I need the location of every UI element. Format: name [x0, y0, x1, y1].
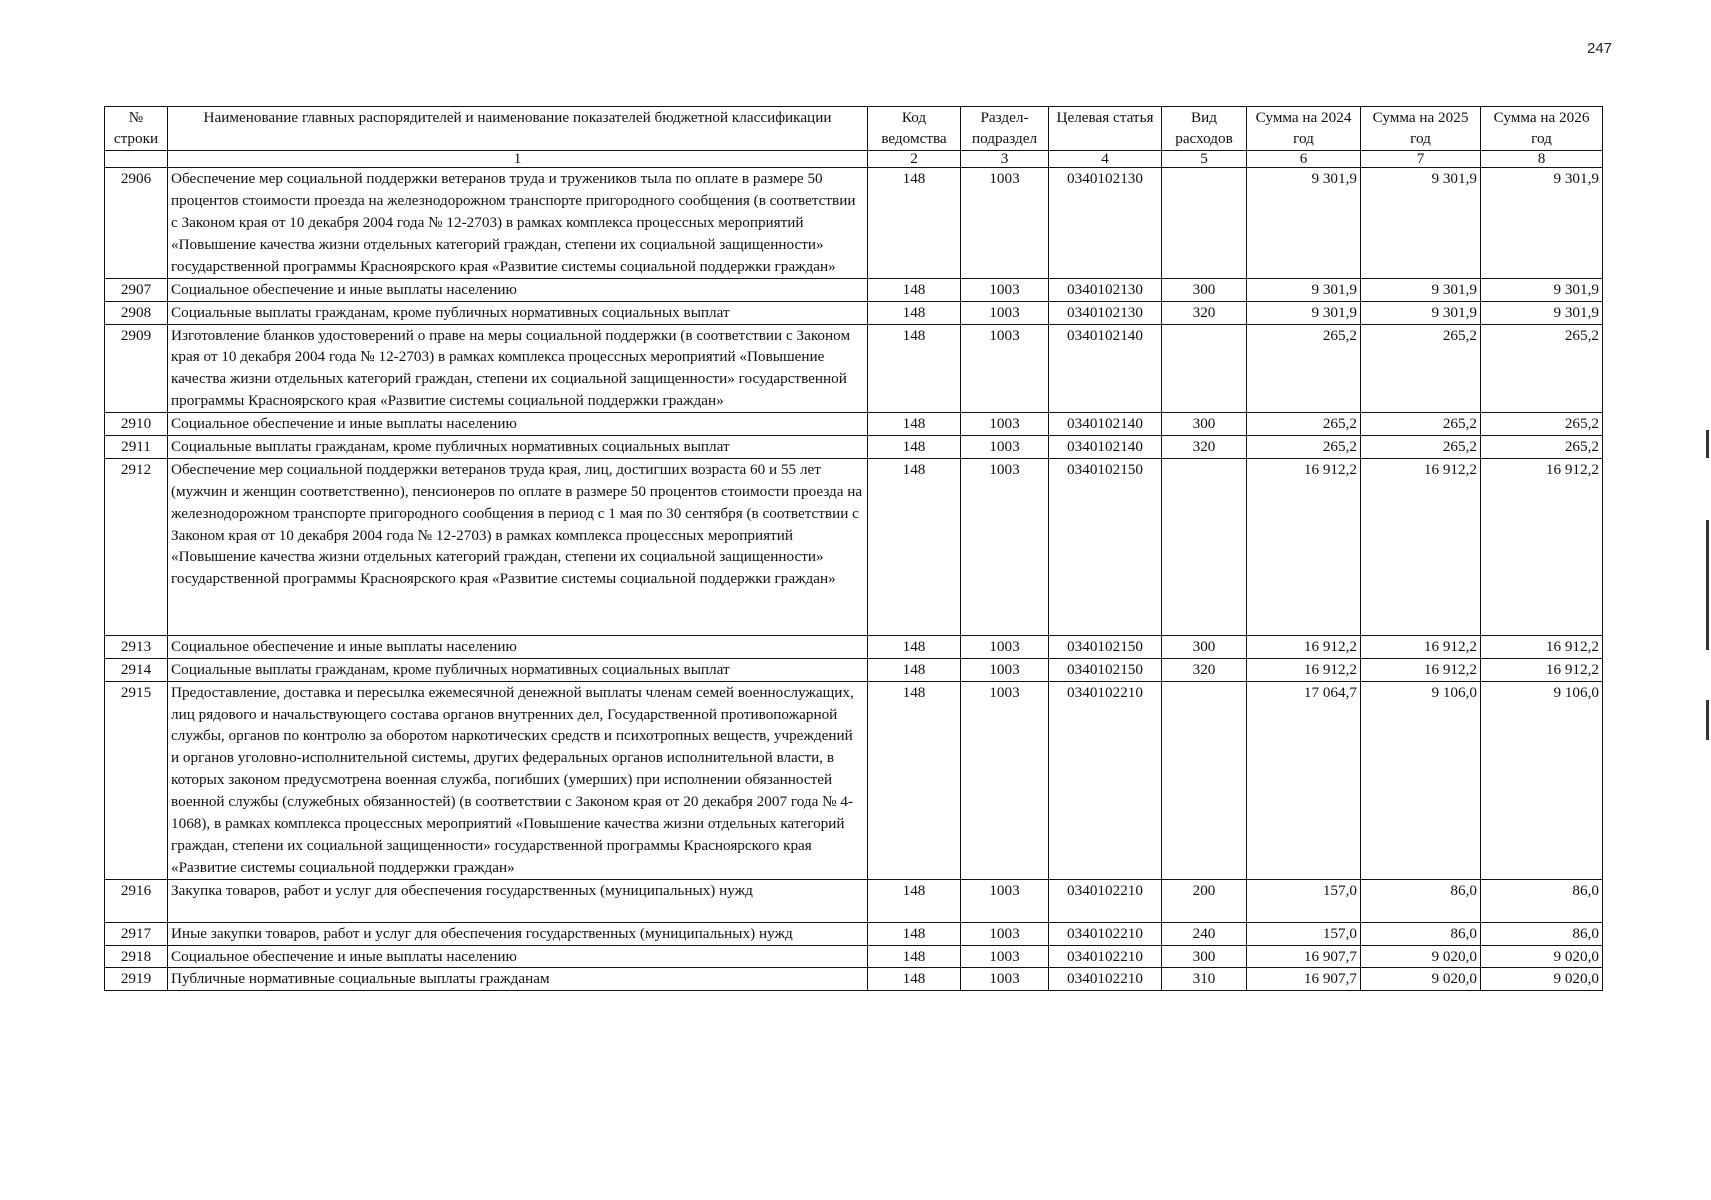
expense-type-cell: 320	[1162, 435, 1247, 458]
sum-2026-cell: 16 912,2	[1481, 458, 1603, 635]
column-index-cell	[105, 150, 168, 168]
expense-type-cell: 310	[1162, 968, 1247, 991]
row-name-cell: Социальное обеспечение и иные выплаты населению	[168, 945, 868, 968]
sum-2025-cell: 265,2	[1361, 413, 1481, 436]
sum-2026-cell: 9 301,9	[1481, 278, 1603, 301]
section-cell: 1003	[961, 879, 1049, 922]
table-row	[105, 968, 1603, 991]
column-index-cell: 3	[961, 150, 1049, 168]
expense-type-cell: 200	[1162, 879, 1247, 922]
department-code-cell: 148	[868, 458, 961, 635]
section-cell: 1003	[961, 945, 1049, 968]
target-item-cell: 0340102130	[1049, 301, 1162, 324]
sum-2024-cell: 16 907,7	[1247, 945, 1361, 968]
row-name-cell: Социальное обеспечение и иные выплаты населению	[168, 635, 868, 658]
sum-2024-cell: 16 912,2	[1247, 635, 1361, 658]
table-row	[105, 635, 1603, 658]
sum-2025-cell: 16 912,2	[1361, 635, 1481, 658]
sum-2026-cell: 16 912,2	[1481, 658, 1603, 681]
section-cell: 1003	[961, 658, 1049, 681]
target-item-cell: 0340102210	[1049, 879, 1162, 922]
department-code-cell: 148	[868, 168, 961, 278]
sum-2026-cell: 16 912,2	[1481, 635, 1603, 658]
section-cell: 1003	[961, 324, 1049, 413]
department-code-cell: 148	[868, 968, 961, 991]
table-row	[105, 458, 1603, 635]
department-code-cell: 148	[868, 278, 961, 301]
department-code-cell: 148	[868, 413, 961, 436]
column-index-cell: 8	[1481, 150, 1603, 168]
sum-2026-cell: 265,2	[1481, 413, 1603, 436]
target-item-cell: 0340102150	[1049, 635, 1162, 658]
row-name-cell: Публичные нормативные социальные выплаты гражданам	[168, 968, 868, 991]
expense-type-cell: 300	[1162, 635, 1247, 658]
target-item-cell: 0340102210	[1049, 968, 1162, 991]
sum-2024-cell: 265,2	[1247, 413, 1361, 436]
section-cell: 1003	[961, 635, 1049, 658]
header-cell-sum-2025: Сумма на 2025 год	[1361, 107, 1481, 151]
scan-edge-mark	[1706, 430, 1709, 458]
department-code-cell: 148	[868, 324, 961, 413]
expense-type-cell	[1162, 458, 1247, 635]
row-number-cell: 2915	[105, 681, 168, 879]
row-number-cell: 2912	[105, 458, 168, 635]
scan-edge-mark	[1706, 700, 1709, 740]
target-item-cell: 0340102150	[1049, 458, 1162, 635]
sum-2024-cell: 157,0	[1247, 922, 1361, 945]
expense-type-cell: 320	[1162, 658, 1247, 681]
sum-2025-cell: 16 912,2	[1361, 658, 1481, 681]
sum-2025-cell: 9 301,9	[1361, 168, 1481, 278]
expense-type-cell: 300	[1162, 278, 1247, 301]
expense-type-cell	[1162, 681, 1247, 879]
header-cell-expense-type: Вид расходов	[1162, 107, 1247, 151]
sum-2025-cell: 9 301,9	[1361, 278, 1481, 301]
row-name-cell: Социальные выплаты гражданам, кроме публичных нормативных социальных выплат	[168, 658, 868, 681]
section-cell: 1003	[961, 681, 1049, 879]
target-item-cell: 0340102210	[1049, 922, 1162, 945]
column-index-row	[105, 150, 1603, 168]
table-row	[105, 324, 1603, 413]
table-row	[105, 945, 1603, 968]
header-cell-sum-2024: Сумма на 2024 год	[1247, 107, 1361, 151]
header-row	[105, 107, 1603, 151]
expense-type-cell: 240	[1162, 922, 1247, 945]
target-item-cell: 0340102140	[1049, 324, 1162, 413]
section-cell: 1003	[961, 168, 1049, 278]
target-item-cell: 0340102150	[1049, 658, 1162, 681]
table-row	[105, 879, 1603, 922]
row-number-cell: 2919	[105, 968, 168, 991]
sum-2024-cell: 157,0	[1247, 879, 1361, 922]
target-item-cell: 0340102210	[1049, 945, 1162, 968]
column-index-cell: 4	[1049, 150, 1162, 168]
row-name-cell: Социальное обеспечение и иные выплаты населению	[168, 413, 868, 436]
header-cell-section: Раздел-подраздел	[961, 107, 1049, 151]
table-body	[105, 168, 1603, 991]
row-number-cell: 2910	[105, 413, 168, 436]
row-number-cell: 2906	[105, 168, 168, 278]
expense-type-cell: 300	[1162, 945, 1247, 968]
sum-2024-cell: 265,2	[1247, 324, 1361, 413]
header-cell-name: Наименование главных распорядителей и наименование показателей бюджетной классификации	[168, 107, 868, 151]
row-number-cell: 2911	[105, 435, 168, 458]
expense-type-cell: 320	[1162, 301, 1247, 324]
sum-2025-cell: 9 020,0	[1361, 945, 1481, 968]
department-code-cell: 148	[868, 681, 961, 879]
sum-2026-cell: 86,0	[1481, 922, 1603, 945]
row-number-cell: 2918	[105, 945, 168, 968]
sum-2026-cell: 9 020,0	[1481, 945, 1603, 968]
row-name-cell: Изготовление бланков удостоверений о праве на меры социальной поддержки (в соответствии с Законом края от 10 декабря 2004 года № 12-2703) в рамках комплекса процессных мероприятий «Повышение качества жизни отдельных категорий граждан, степени их социальной защищенности» государственной программы Красноярского края «Развитие системы социальной поддержки граждан»	[168, 324, 868, 413]
sum-2024-cell: 9 301,9	[1247, 168, 1361, 278]
section-cell: 1003	[961, 301, 1049, 324]
sum-2026-cell: 9 106,0	[1481, 681, 1603, 879]
column-index-cell: 1	[168, 150, 868, 168]
section-cell: 1003	[961, 458, 1049, 635]
sum-2024-cell: 16 912,2	[1247, 658, 1361, 681]
sum-2025-cell: 86,0	[1361, 922, 1481, 945]
row-number-cell: 2916	[105, 879, 168, 922]
budget-table	[104, 106, 1603, 991]
target-item-cell: 0340102130	[1049, 278, 1162, 301]
department-code-cell: 148	[868, 658, 961, 681]
sum-2025-cell: 265,2	[1361, 435, 1481, 458]
row-number-cell: 2917	[105, 922, 168, 945]
row-number-cell: 2913	[105, 635, 168, 658]
row-number-cell: 2908	[105, 301, 168, 324]
sum-2026-cell: 265,2	[1481, 324, 1603, 413]
sum-2024-cell: 16 907,7	[1247, 968, 1361, 991]
sum-2025-cell: 16 912,2	[1361, 458, 1481, 635]
row-name-cell: Предоставление, доставка и пересылка ежемесячной денежной выплаты членам семей военнослужащих, лиц рядового и начальствующего состава органов внутренних дел, Государственной противопожарной службы, органов по контролю за оборотом наркотических средств и психотропных веществ, учреждений и органов уголовно-исполнительной системы, других федеральных органов исполнительной власти, в которых законом предусмотрена военная служба, погибших (умерших) при исполнении обязанностей военной службы (служебных обязанностей) (в соответствии с Законом края от 20 декабря 2007 года № 4-1068), в рамках комплекса процессных мероприятий «Повышение качества жизни отдельных категорий граждан, степени их социальной защищенности» государственной программы Красноярского края «Развитие системы социальной поддержки граждан»	[168, 681, 868, 879]
section-cell: 1003	[961, 968, 1049, 991]
department-code-cell: 148	[868, 301, 961, 324]
table-row	[105, 168, 1603, 278]
table-row	[105, 658, 1603, 681]
column-index-cell: 5	[1162, 150, 1247, 168]
table-row	[105, 278, 1603, 301]
section-cell: 1003	[961, 922, 1049, 945]
sum-2025-cell: 9 106,0	[1361, 681, 1481, 879]
sum-2026-cell: 86,0	[1481, 879, 1603, 922]
sum-2026-cell: 265,2	[1481, 435, 1603, 458]
column-index-cell: 2	[868, 150, 961, 168]
sum-2026-cell: 9 301,9	[1481, 168, 1603, 278]
table-row	[105, 435, 1603, 458]
department-code-cell: 148	[868, 435, 961, 458]
header-cell-row-number: № строки	[105, 107, 168, 151]
page-number: 247	[1587, 40, 1613, 57]
table-row	[105, 922, 1603, 945]
row-number-cell: 2914	[105, 658, 168, 681]
sum-2026-cell: 9 301,9	[1481, 301, 1603, 324]
sum-2024-cell: 9 301,9	[1247, 301, 1361, 324]
sum-2025-cell: 9 020,0	[1361, 968, 1481, 991]
sum-2024-cell: 265,2	[1247, 435, 1361, 458]
row-name-cell: Иные закупки товаров, работ и услуг для обеспечения государственных (муниципальных) нужд	[168, 922, 868, 945]
department-code-cell: 148	[868, 879, 961, 922]
sum-2024-cell: 16 912,2	[1247, 458, 1361, 635]
table-row	[105, 301, 1603, 324]
expense-type-cell: 300	[1162, 413, 1247, 436]
row-name-cell: Социальное обеспечение и иные выплаты населению	[168, 278, 868, 301]
scan-edge-mark	[1706, 520, 1709, 650]
row-name-cell: Социальные выплаты гражданам, кроме публичных нормативных социальных выплат	[168, 435, 868, 458]
expense-type-cell	[1162, 168, 1247, 278]
sum-2025-cell: 9 301,9	[1361, 301, 1481, 324]
header-cell-sum-2026: Сумма на 2026 год	[1481, 107, 1603, 151]
table-row	[105, 413, 1603, 436]
header-cell-target-item: Целевая статья	[1049, 107, 1162, 151]
table-header	[105, 107, 1603, 168]
target-item-cell: 0340102140	[1049, 435, 1162, 458]
column-index-cell: 7	[1361, 150, 1481, 168]
row-number-cell: 2909	[105, 324, 168, 413]
section-cell: 1003	[961, 413, 1049, 436]
department-code-cell: 148	[868, 635, 961, 658]
sum-2024-cell: 17 064,7	[1247, 681, 1361, 879]
column-index-cell: 6	[1247, 150, 1361, 168]
target-item-cell: 0340102130	[1049, 168, 1162, 278]
sum-2025-cell: 265,2	[1361, 324, 1481, 413]
department-code-cell: 148	[868, 945, 961, 968]
sum-2025-cell: 86,0	[1361, 879, 1481, 922]
row-number-cell: 2907	[105, 278, 168, 301]
row-name-cell: Обеспечение мер социальной поддержки ветеранов труда края, лиц, достигших возраста 60 и 55 лет (мужчин и женщин соответственно), пенсионеров по оплате в размере 50 процентов стоимости проезда на железнодорожном транспорте пригородного сообщения в период с 1 мая по 30 сентября (в соответствии с Законом края от 10 декабря 2004 года № 12-2703) в рамках комплекса процессных мероприятий «Повышение качества жизни отдельных категорий граждан, степени их социальной защищенности» государственной программы Красноярского края «Развитие системы социальной поддержки граждан»	[168, 458, 868, 635]
table-row	[105, 681, 1603, 879]
header-cell-department-code: Код ведомства	[868, 107, 961, 151]
section-cell: 1003	[961, 278, 1049, 301]
department-code-cell: 148	[868, 922, 961, 945]
expense-type-cell	[1162, 324, 1247, 413]
row-name-cell: Социальные выплаты гражданам, кроме публичных нормативных социальных выплат	[168, 301, 868, 324]
sum-2026-cell: 9 020,0	[1481, 968, 1603, 991]
sum-2024-cell: 9 301,9	[1247, 278, 1361, 301]
target-item-cell: 0340102140	[1049, 413, 1162, 436]
section-cell: 1003	[961, 435, 1049, 458]
target-item-cell: 0340102210	[1049, 681, 1162, 879]
row-name-cell: Закупка товаров, работ и услуг для обеспечения государственных (муниципальных) нужд	[168, 879, 868, 922]
row-name-cell: Обеспечение мер социальной поддержки ветеранов труда и тружеников тыла по оплате в размере 50 процентов стоимости проезда на железнодорожном транспорте пригородного сообщения (в соответствии с Законом края от 10 декабря 2004 года № 12-2703) в рамках комплекса процессных мероприятий «Повышение качества жизни отдельных категорий граждан, степени их социальной защищенности» государственной программы Красноярского края «Развитие системы социальной поддержки граждан»	[168, 168, 868, 278]
